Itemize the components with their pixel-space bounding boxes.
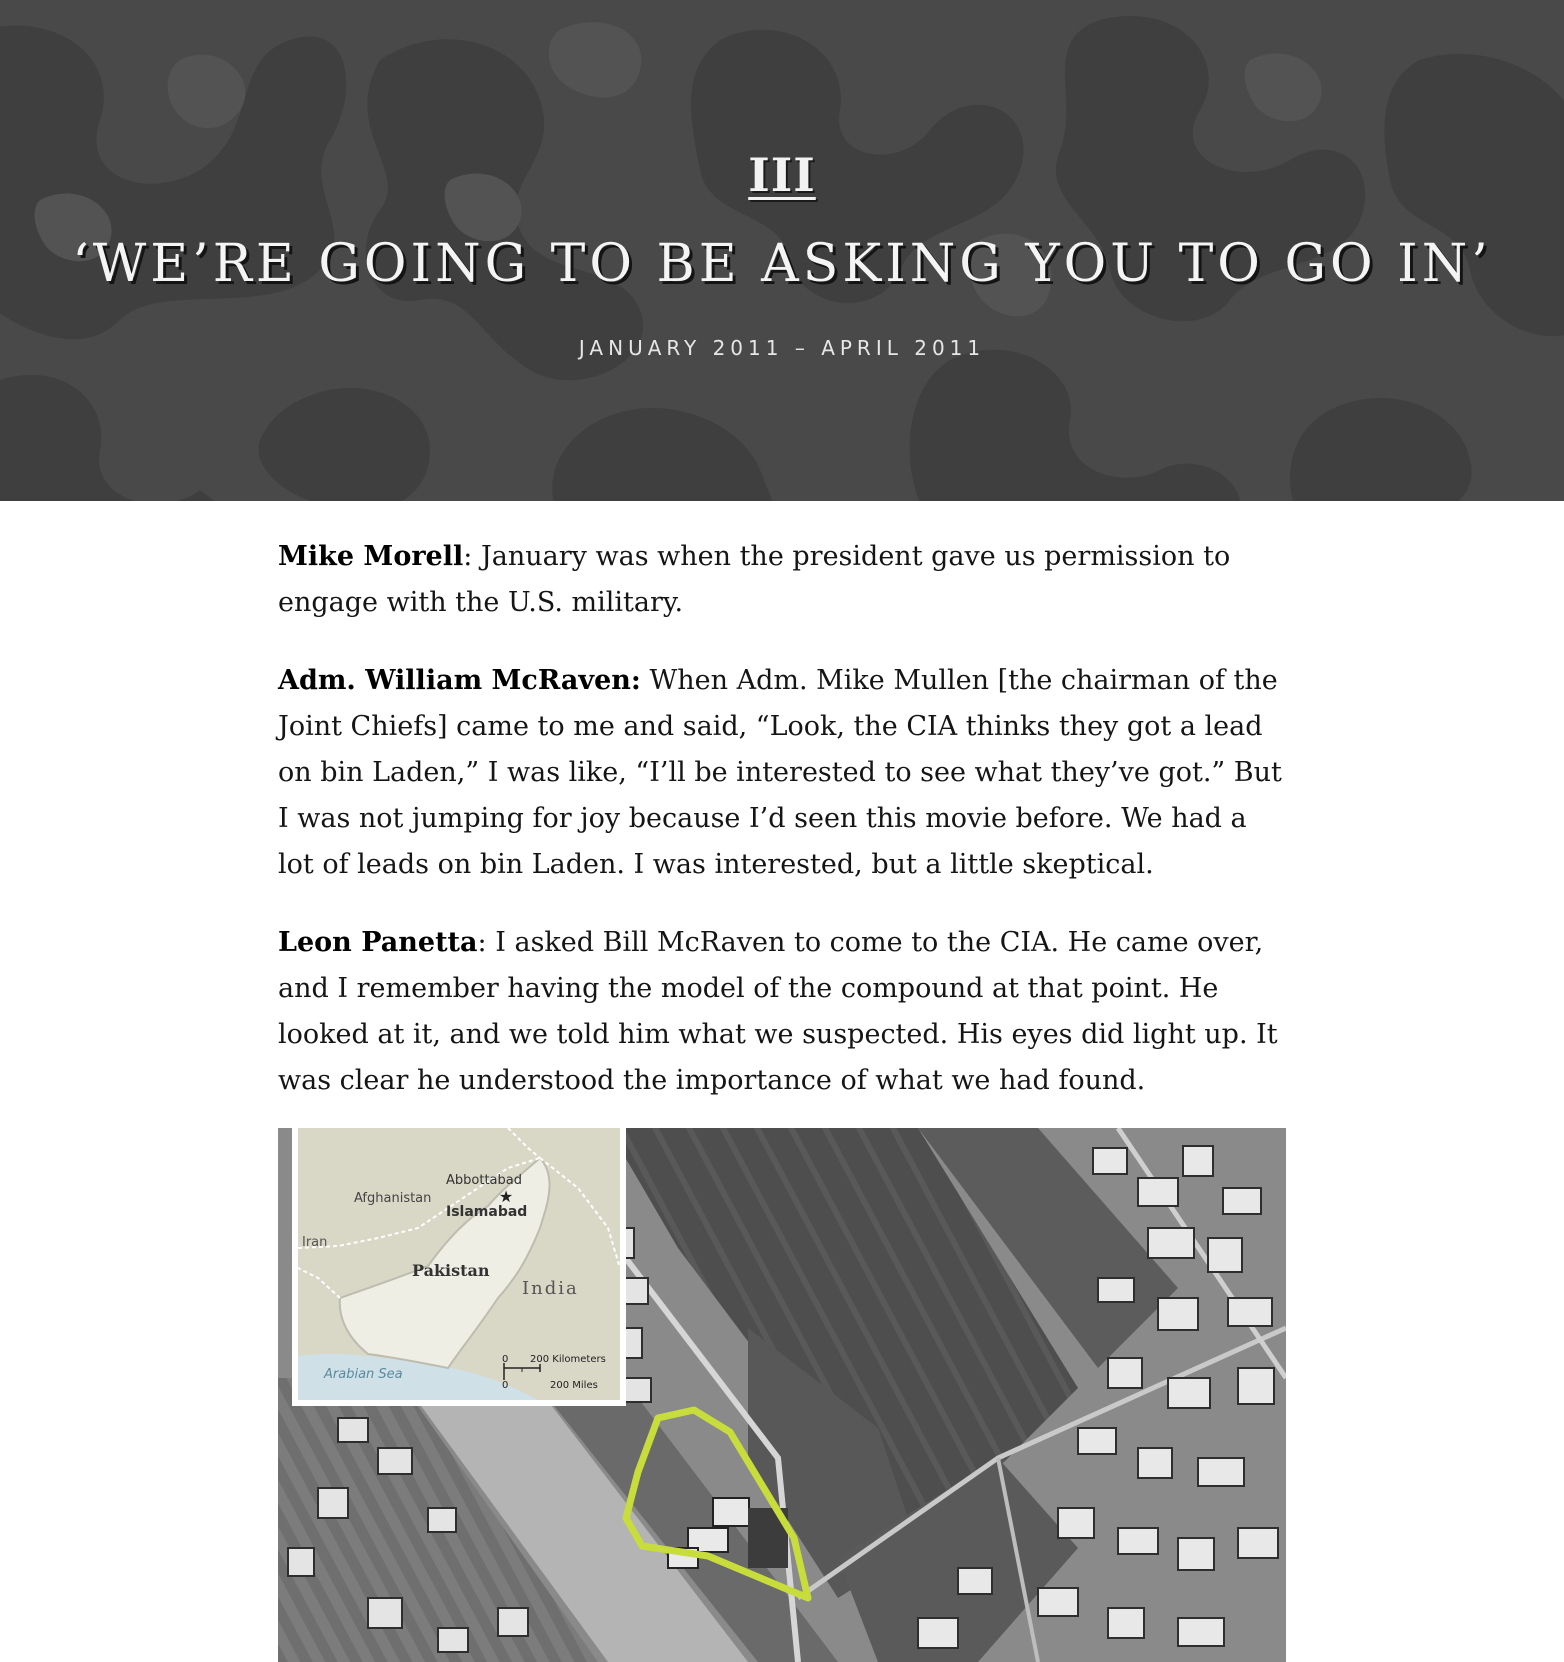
chapter-title: ‘WE’RE GOING TO BE ASKING YOU TO GO IN’ — [72, 234, 1492, 294]
map-label-iran: Iran — [302, 1235, 328, 1250]
map-label-arabian-sea: Arabian Sea — [324, 1367, 403, 1382]
scale-zero-mi: 0 — [502, 1380, 509, 1391]
chapter-number: III — [748, 148, 816, 202]
satellite-image — [278, 1128, 1286, 1662]
map-label-india: India — [522, 1278, 579, 1299]
satellite-image-figure — [278, 1128, 1286, 1662]
chapter-header — [0, 0, 1564, 501]
map-label-afghanistan: Afghanistan — [354, 1191, 432, 1206]
map-label-pakistan: Pakistan — [412, 1261, 490, 1280]
speaker-name: Leon Panetta — [278, 927, 478, 958]
speaker-name: Adm. William McRaven: — [278, 665, 641, 696]
quote-paragraph — [278, 658, 1288, 888]
quote-text: January was when the president gave us permission to engage with the U.S. military. — [278, 541, 1231, 618]
location-map-inset — [292, 1128, 626, 1406]
speaker-separator: : — [477, 927, 487, 958]
capital-star-icon: ★ — [498, 1187, 514, 1206]
map-label-abbottabad: Abbottabad — [446, 1173, 522, 1188]
scale-zero-km: 0 — [502, 1354, 509, 1365]
quote-text: When Adm. Mike Mullen [the chairman of the Joint Chiefs] came to me and said, “Look, the CIA thinks they got a lead on bin Laden,” I was like, “I’ll be interested to see what they’ve got.” But I was not jumping for joy because I’d seen this movie before. We had a lot of leads on bin Laden. I was interested, but a little skeptical. — [278, 665, 1282, 880]
speaker-name: Mike Morell — [278, 541, 464, 572]
scale-km-label: 200 Kilometers — [530, 1354, 606, 1365]
speaker-separator: : — [463, 541, 473, 572]
quote-paragraph — [278, 920, 1288, 1104]
chapter-date-range: JANUARY 2011 – APRIL 2011 — [578, 336, 986, 360]
quote-paragraph — [278, 534, 1288, 626]
map-label-islamabad: Islamabad — [446, 1204, 528, 1220]
quote-text: I asked Bill McRaven to come to the CIA. He came over, and I remember having the model of the compound at that point. He looked at it, and we told him what we suspected. His eyes did light up. It was clear he understood the importance of what we had found. — [278, 927, 1278, 1096]
scale-mi-label: 200 Miles — [550, 1380, 598, 1391]
article-body — [278, 534, 1288, 1136]
